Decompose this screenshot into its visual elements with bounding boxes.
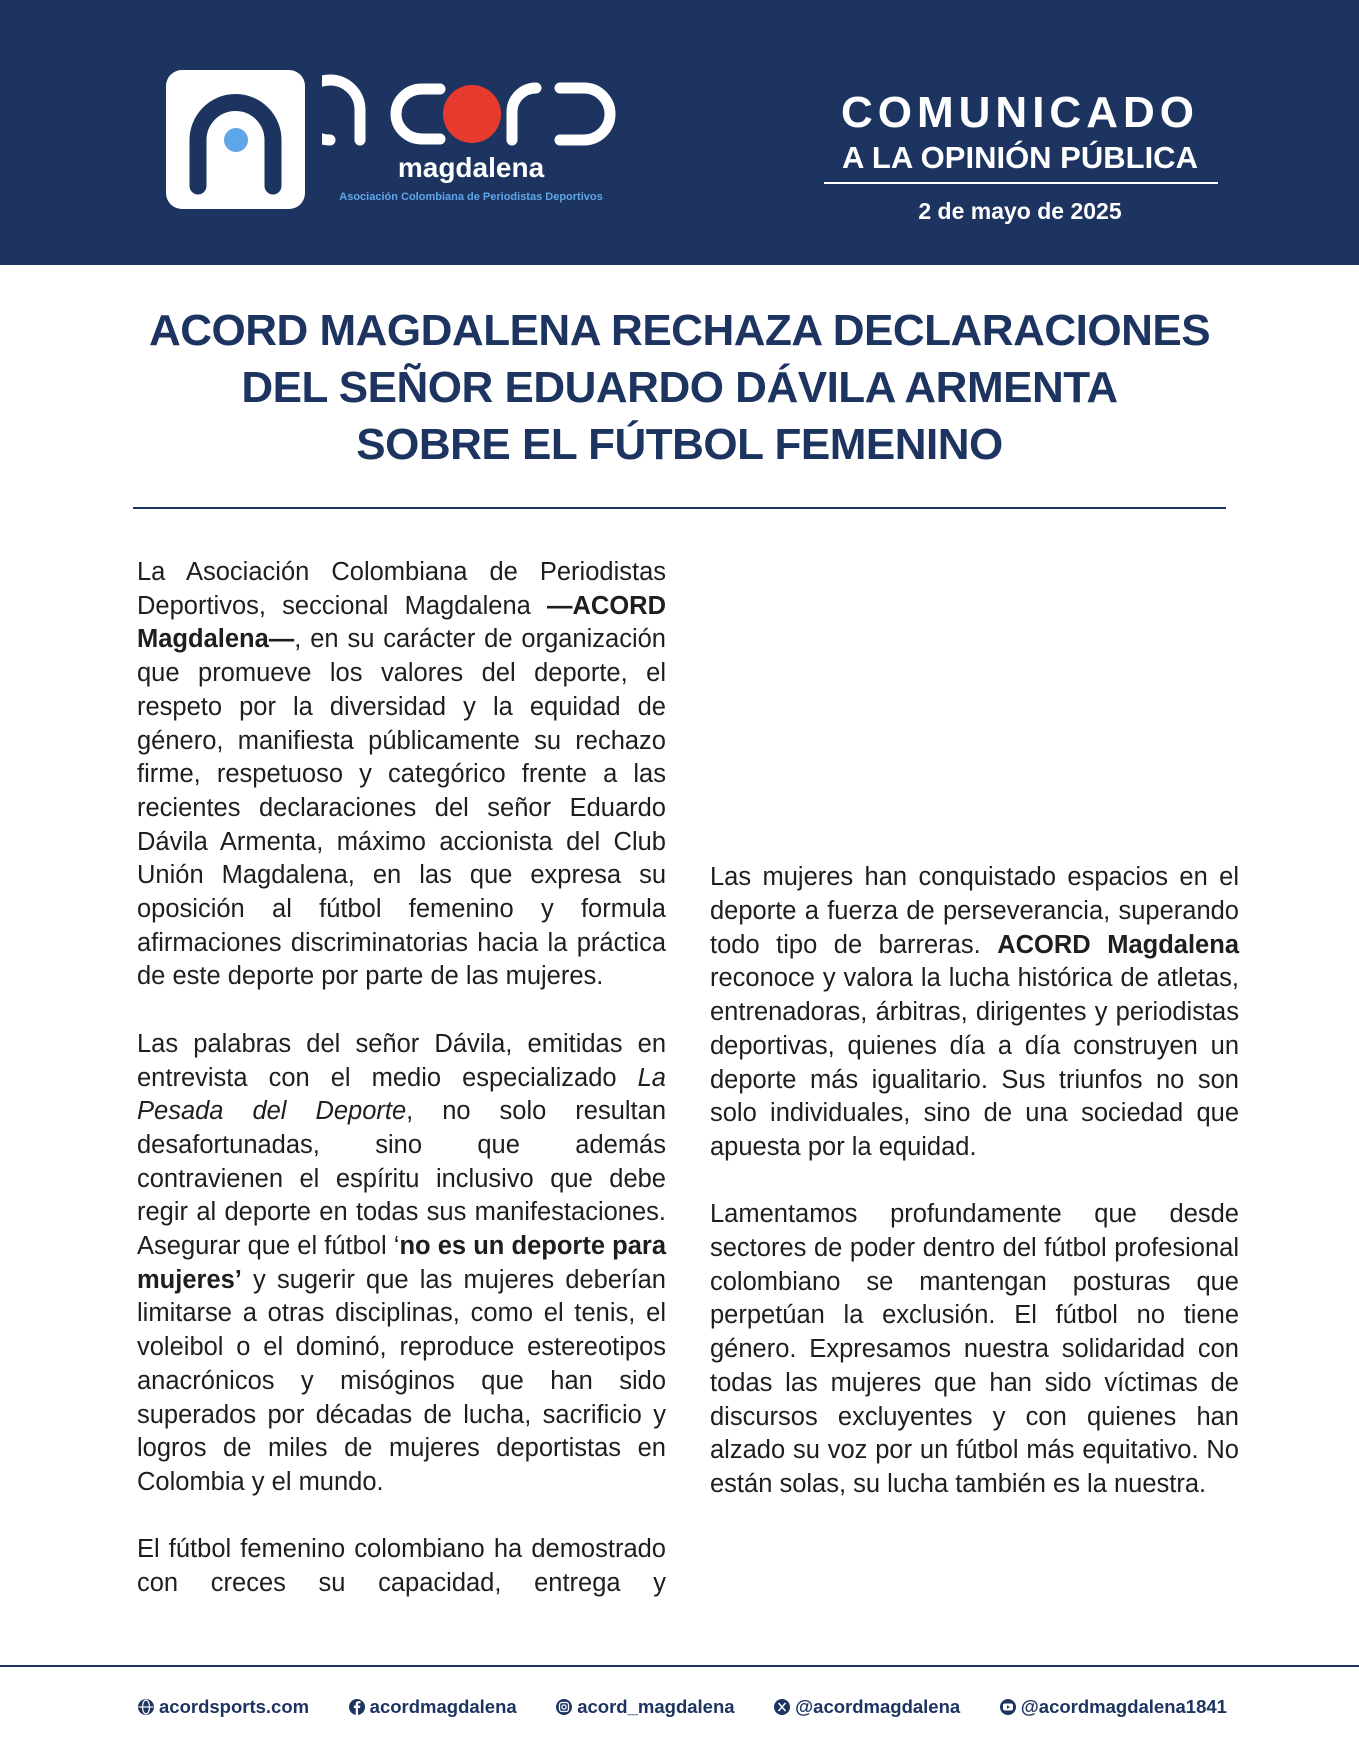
social-link-label: @acordmagdalena xyxy=(795,1696,961,1717)
header-band xyxy=(0,0,1359,265)
document-date: 2 de mayo de 2025 xyxy=(918,198,1122,224)
headline xyxy=(80,302,1279,473)
paragraph-italic: La Pesada del Deporte xyxy=(137,1063,666,1126)
social-link-label: acordsports.com xyxy=(159,1696,310,1717)
social-link-facebook[interactable] xyxy=(348,1696,517,1718)
paragraph-text: Las palabras del señor Dávila, emitidas en entrevista con el medio especializado xyxy=(137,1029,666,1092)
acord-wordmark-icon xyxy=(322,72,622,150)
paragraph xyxy=(137,556,666,994)
social-link-label: acordmagdalena xyxy=(369,1696,517,1717)
headline-line: DEL SEÑOR EDUARDO DÁVILA ARMENTA xyxy=(241,363,1118,412)
paragraph: Lamentamos profundamente que desde sectores de poder dentro del fútbol profesional colombiano se mantengan posturas que perpetúan la exclusión. El fútbol no tiene género. Expresamos nuestra solidaridad con todas las mujeres que han sido víctimas de discursos excluyentes y con quienes han alzado su voz por un fútbol más equitativo. No están solas, su lucha también es la nuestra. xyxy=(710,1200,1239,1498)
headline-line: SOBRE EL FÚTBOL FEMENINO xyxy=(356,420,1003,469)
paragraph-text: La Asociación Colombiana de Periodistas Deportivos, seccional Magdalena xyxy=(137,558,666,620)
youtube-icon xyxy=(999,1698,1017,1716)
social-link-label: @acordmagdalena1841 xyxy=(1020,1696,1227,1717)
paragraph-continuation xyxy=(710,558,1239,828)
headline-line: ACORD MAGDALENA RECHAZA DECLARACIONES xyxy=(148,306,1211,355)
headline-divider xyxy=(133,507,1226,509)
brand-tagline: Asociación Colombiana de Periodistas Deportivos xyxy=(339,191,603,203)
paragraph-text: y sugerir que las mujeres deberían limitarse a otras disciplinas, como el tenis, el voleibol o el dominó, reproduce estereotipos anacrónicos y misóginos que han sido superados por décadas de lucha, sacrificio y logros de miles de mujeres deportistas en Colombia y el mundo. xyxy=(137,1265,666,1496)
document-type-title: COMUNICADO xyxy=(841,88,1199,137)
globe-icon xyxy=(137,1698,155,1716)
brand-subtitle: magdalena xyxy=(397,152,545,183)
logo-icon xyxy=(166,70,305,209)
paragraph-text: , no solo resultan desafortunadas, sino que además contravienen el espíritu inclusivo que debe regir al deporte en todas sus manifestaciones. Asegurar que el fútbol ‘ xyxy=(137,1097,667,1261)
paragraph-bold: no es un deporte para mujeres’ xyxy=(137,1232,666,1294)
paragraph: El fútbol femenino colombiano ha demostrado con creces su capacidad, entrega y xyxy=(137,1535,666,1598)
body-column-left xyxy=(137,556,666,1600)
paragraph xyxy=(137,1028,666,1500)
social-link-x[interactable] xyxy=(773,1696,960,1718)
social-link-label: acord_magdalena xyxy=(577,1696,735,1717)
paragraph-text: Las mujeres han conquistado espacios en el deporte a fuerza de perseverancia, superando todo tipo de barreras. xyxy=(710,863,1239,959)
footer-divider xyxy=(0,1665,1359,1667)
header-divider xyxy=(824,182,1218,184)
paragraph-bold: —ACORD Magdalena— xyxy=(137,591,666,654)
footer-social-links xyxy=(137,1692,1227,1722)
document-type-subtitle: A LA OPINIÓN PÚBLICA xyxy=(842,140,1198,175)
social-link-instagram[interactable] xyxy=(555,1696,734,1718)
logo-mark xyxy=(166,70,305,209)
facebook-icon xyxy=(348,1698,366,1716)
paragraph xyxy=(710,861,1239,1164)
social-link-youtube[interactable] xyxy=(999,1696,1227,1718)
paragraph-text: reconoce y valora la lucha histórica de atletas, entrenadoras, árbitras, dirigentes y periodistas deportivas, quienes día a día construyen un deporte más igualitario. Sus triunfos no son solo individuales, sino de una sociedad que apuesta por la equidad. xyxy=(710,964,1239,1161)
paragraph-bold: ACORD Magdalena xyxy=(997,930,1239,959)
paragraph-text: , en su carácter de organización que promueve los valores del deporte, el respeto por la diversidad y la equidad de género, manifiesta públicamente su rechazo firme, respetuoso y categórico frente a las recientes declaraciones del señor Eduardo Dávila Armenta, máximo accionista del Club Unión Magdalena, en las que expresa su oposición al fútbol femenino y formula afirmaciones discriminatorias hacia la práctica de este deporte por parte de las mujeres. xyxy=(137,625,666,991)
x-icon xyxy=(773,1698,791,1716)
social-link-website[interactable] xyxy=(137,1696,309,1718)
instagram-icon xyxy=(555,1698,573,1716)
body-column-right xyxy=(710,558,1239,1502)
